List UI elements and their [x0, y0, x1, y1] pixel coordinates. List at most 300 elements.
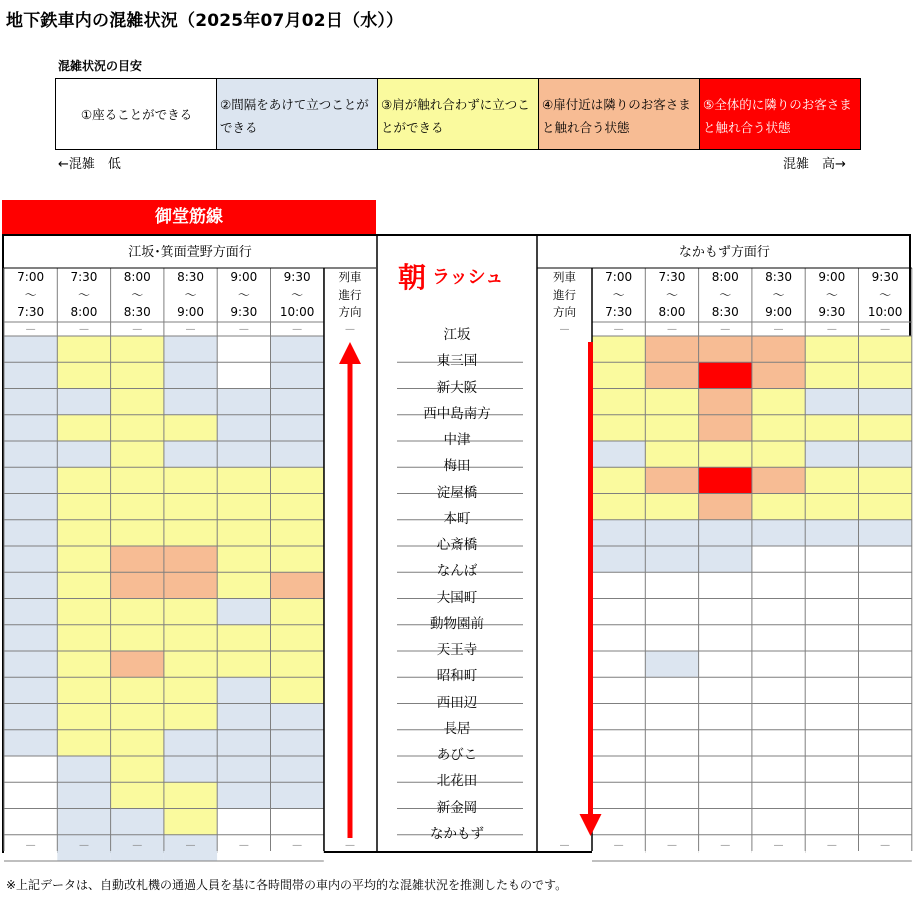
dash-mark: —	[345, 840, 355, 851]
congestion-cell-right	[592, 809, 645, 835]
station-name: 動物園前	[430, 615, 484, 632]
time-slot-text: ～	[24, 287, 37, 302]
congestion-cell-right	[805, 625, 858, 651]
congestion-cell-right	[752, 520, 805, 546]
dash-mark: —	[132, 324, 143, 335]
congestion-cell-left	[164, 651, 217, 677]
congestion-cell-left	[4, 677, 57, 703]
time-slot-text: ～	[719, 287, 732, 302]
station-name: 西中島南方	[423, 405, 491, 422]
congestion-cell-right	[699, 336, 752, 362]
dash-mark: —	[826, 324, 837, 335]
legend-caption: 混雑状況の目安	[58, 59, 143, 73]
congestion-cell-left	[271, 336, 324, 362]
congestion-cell-left	[111, 599, 164, 625]
congestion-cell-right	[859, 651, 912, 677]
congestion-cell-right	[859, 520, 912, 546]
congestion-cell-right	[592, 467, 645, 493]
time-slot-text: 9:00	[765, 305, 793, 319]
congestion-cell-left	[111, 415, 164, 441]
congestion-cell-left	[57, 809, 110, 835]
congestion-cell-right	[645, 546, 698, 572]
congestion-cell-right	[645, 677, 698, 703]
congestion-cell-right	[592, 572, 645, 598]
dash-mark: —	[666, 324, 677, 335]
congestion-cell-right	[752, 572, 805, 598]
time-slot-header	[217, 268, 270, 322]
congestion-cell-right	[645, 730, 698, 756]
dash-mark: —	[720, 840, 731, 851]
congestion-cell-left	[111, 730, 164, 756]
congestion-cell-left	[271, 730, 324, 756]
congestion-cell-right	[645, 520, 698, 546]
congestion-cell-right	[592, 389, 645, 415]
time-slot-text: 8:00	[123, 270, 151, 284]
station-name: 江坂	[443, 327, 471, 343]
time-slot-header	[4, 268, 57, 322]
congestion-cell-left	[4, 572, 57, 598]
congestion-cell-left	[57, 625, 110, 651]
station-name: 昭和町	[436, 668, 478, 685]
station-name: 長居	[443, 720, 471, 737]
congestion-cell-left	[57, 704, 110, 730]
congestion-cell-left	[271, 782, 324, 808]
dash-mark: —	[773, 324, 784, 335]
congestion-cell-left	[111, 782, 164, 808]
congestion-cell-left	[217, 677, 270, 703]
congestion-cell-left	[4, 651, 57, 677]
congestion-cell-right	[859, 599, 912, 625]
congestion-cell-left	[57, 415, 110, 441]
dash-mark: —	[826, 840, 837, 851]
congestion-cell-left	[164, 415, 217, 441]
congestion-cell-right	[805, 677, 858, 703]
congestion-cell-left	[217, 730, 270, 756]
congestion-cell-right	[645, 756, 698, 782]
footnote: ※上記データは、自動改札機の通過人員を基に各時間帯の車内の平均的な混雑状況を推測したものです。	[6, 878, 568, 892]
congestion-cell-left	[57, 441, 110, 467]
time-slot-text: 8:00	[70, 305, 98, 319]
congestion-cell-right	[699, 625, 752, 651]
train-direction-header	[324, 268, 376, 322]
legend-level-5: ⑤全体的に隣りのお客さまと触れ合う状態	[699, 79, 860, 149]
congestion-cell-left	[271, 467, 324, 493]
time-slot-text: 8:30	[711, 305, 739, 319]
congestion-cell-left	[271, 389, 324, 415]
congestion-cell-right	[859, 546, 912, 572]
congestion-cell-right	[859, 389, 912, 415]
congestion-cell-right	[805, 730, 858, 756]
congestion-cell-left	[57, 572, 110, 598]
congestion-cell-right	[592, 677, 645, 703]
congestion-cell-right	[859, 756, 912, 782]
time-slot-header	[859, 268, 912, 322]
congestion-cell-left	[217, 599, 270, 625]
dash-mark: —	[880, 840, 891, 851]
congestion-cell-left	[217, 520, 270, 546]
congestion-cell-right	[699, 730, 752, 756]
direction-header-left: 江坂･箕面萱野方面行	[128, 245, 252, 260]
congestion-cell-right	[592, 756, 645, 782]
congestion-cell-right	[592, 336, 645, 362]
dash-mark: —	[185, 840, 196, 851]
congestion-cell-right	[699, 494, 752, 520]
train-direction-text: 進行	[338, 287, 362, 302]
congestion-cell-left	[4, 415, 57, 441]
station-name: 北花田	[436, 773, 478, 790]
page-title: 地下鉄車内の混雑状況（2025年07月02日（水））	[6, 11, 404, 31]
congestion-cell-left	[57, 782, 110, 808]
congestion-cell-left	[111, 651, 164, 677]
time-slot-text: 10:00	[867, 305, 903, 319]
time-slot-text: 8:00	[658, 305, 686, 319]
dash-mark: —	[292, 324, 303, 335]
congestion-cell-right	[699, 441, 752, 467]
congestion-cell-right	[805, 572, 858, 598]
congestion-cell-left	[271, 809, 324, 835]
congestion-cell-right	[859, 441, 912, 467]
congestion-cell-left	[57, 494, 110, 520]
congestion-cell-left	[271, 572, 324, 598]
congestion-cell-right	[645, 599, 698, 625]
congestion-cell-left	[111, 389, 164, 415]
congestion-cell-right	[859, 809, 912, 835]
time-slot-text: 7:30	[658, 270, 686, 284]
time-slot-text: 9:30	[818, 305, 846, 319]
legend-level-2: ②間隔をあけて立つことができる	[216, 79, 377, 149]
dash-mark: —	[132, 840, 143, 851]
congestion-cell-right	[699, 651, 752, 677]
time-slot-text: 8:30	[123, 305, 151, 319]
time-slot-text: 7:30	[605, 305, 633, 319]
congestion-cell-right	[752, 599, 805, 625]
dash-mark: —	[238, 840, 249, 851]
dash-mark: —	[559, 324, 570, 335]
congestion-cell-left	[164, 494, 217, 520]
time-slot-header	[645, 268, 698, 322]
congestion-cell-right	[805, 467, 858, 493]
congestion-cell-right	[805, 809, 858, 835]
station-name: なかもず	[430, 825, 484, 842]
congestion-cell-right	[592, 730, 645, 756]
dash-mark: —	[345, 324, 355, 335]
congestion-cell-left	[217, 415, 270, 441]
congestion-cell-left	[164, 520, 217, 546]
congestion-cell-left	[271, 441, 324, 467]
congestion-cell-left	[111, 362, 164, 388]
station-name: 新金岡	[436, 799, 478, 816]
congestion-cell-right	[699, 704, 752, 730]
congestion-cell-left	[111, 441, 164, 467]
time-slot-text: 9:00	[230, 270, 258, 284]
congestion-cell-left	[271, 625, 324, 651]
congestion-cell-left	[217, 494, 270, 520]
congestion-cell-left	[111, 494, 164, 520]
train-direction-text: 方向	[553, 305, 576, 319]
time-slot-header	[271, 268, 324, 322]
up-arrow-icon	[339, 342, 361, 364]
station-name: 本町	[443, 510, 471, 527]
congestion-cell-left	[57, 651, 110, 677]
time-slot-header	[164, 268, 217, 322]
congestion-cell-left	[164, 782, 217, 808]
dash-mark: —	[238, 324, 249, 335]
train-direction-header	[537, 268, 592, 322]
train-direction-text: 進行	[553, 287, 576, 302]
congestion-cell-right	[859, 704, 912, 730]
time-slot-header	[805, 268, 858, 322]
congestion-cell-left	[217, 362, 270, 388]
congestion-cell-left	[57, 677, 110, 703]
congestion-cell-right	[859, 572, 912, 598]
congestion-cell-left	[164, 730, 217, 756]
congestion-cell-right	[752, 677, 805, 703]
congestion-cell-right	[699, 599, 752, 625]
congestion-cell-right	[645, 782, 698, 808]
station-name: あびこ	[436, 747, 478, 763]
time-slot-text: ～	[612, 287, 625, 302]
congestion-cell-left	[4, 494, 57, 520]
congestion-cell-right	[859, 415, 912, 441]
station-name: 淀屋橋	[436, 484, 478, 501]
congestion-cell-left	[217, 441, 270, 467]
congestion-cell-right	[752, 389, 805, 415]
congestion-cell-left	[164, 572, 217, 598]
station-name: 大国町	[436, 589, 478, 606]
congestion-cell-left	[217, 625, 270, 651]
congestion-cell-left	[57, 599, 110, 625]
congestion-cell-right	[752, 546, 805, 572]
congestion-cell-left	[111, 756, 164, 782]
station-name: 梅田	[443, 458, 471, 475]
period-label	[398, 256, 518, 300]
congestion-cell-left	[217, 756, 270, 782]
congestion-cell-right	[592, 704, 645, 730]
congestion-cell-right	[592, 520, 645, 546]
station-name: 西田辺	[436, 694, 478, 711]
congestion-cell-right	[805, 599, 858, 625]
time-slot-text: ～	[879, 287, 892, 302]
line-name-tab: 御堂筋線	[2, 200, 376, 234]
congestion-cell-left	[271, 756, 324, 782]
congestion-cell-right	[645, 336, 698, 362]
congestion-cell-right	[645, 362, 698, 388]
congestion-cell-left	[164, 599, 217, 625]
congestion-cell-left	[111, 520, 164, 546]
congestion-cell-right	[699, 782, 752, 808]
congestion-cell-left	[271, 494, 324, 520]
time-slot-text: ～	[772, 287, 785, 302]
time-slot-header	[592, 268, 645, 322]
congestion-cell-left	[271, 546, 324, 572]
congestion-cell-left	[164, 362, 217, 388]
congestion-cell-right	[592, 546, 645, 572]
congestion-cell-right	[645, 389, 698, 415]
congestion-cell-left	[111, 467, 164, 493]
congestion-cell-right	[699, 467, 752, 493]
congestion-cell-right	[752, 704, 805, 730]
station-name: なんば	[436, 563, 478, 580]
congestion-cell-left	[4, 546, 57, 572]
congestion-cell-left	[4, 625, 57, 651]
time-slot-text: 7:00	[605, 270, 633, 284]
congestion-cell-left	[217, 651, 270, 677]
congestion-cell-left	[4, 389, 57, 415]
congestion-cell-right	[699, 809, 752, 835]
congestion-cell-left	[217, 546, 270, 572]
time-slot-text: ～	[825, 287, 838, 302]
congestion-cell-right	[699, 362, 752, 388]
dash-mark: —	[78, 324, 89, 335]
congestion-cell-left	[57, 467, 110, 493]
congestion-cell-right	[805, 494, 858, 520]
time-slot-text: ～	[77, 287, 90, 302]
congestion-cell-right	[699, 546, 752, 572]
congestion-cell-left	[164, 625, 217, 651]
congestion-cell-left	[111, 809, 164, 835]
congestion-cell-right	[592, 441, 645, 467]
congestion-cell-right	[752, 494, 805, 520]
dash-mark: —	[185, 324, 196, 335]
time-slot-text: ～	[665, 287, 678, 302]
congestion-cell-right	[805, 756, 858, 782]
time-slot-text: ～	[237, 287, 250, 302]
congestion-cell-right	[592, 782, 645, 808]
time-slot-header	[57, 268, 110, 322]
congestion-cell-right	[645, 809, 698, 835]
congestion-cell-left	[4, 756, 57, 782]
congestion-cell-right	[699, 415, 752, 441]
congestion-cell-right	[699, 389, 752, 415]
congestion-cell-left	[57, 546, 110, 572]
congestion-cell-right	[592, 599, 645, 625]
congestion-cell-right	[645, 415, 698, 441]
train-direction-text: 列車	[553, 270, 576, 284]
congestion-cell-right	[752, 782, 805, 808]
congestion-cell-right	[859, 467, 912, 493]
time-slot-text: 8:30	[765, 270, 793, 284]
congestion-cell-right	[859, 336, 912, 362]
congestion-cell-left	[217, 572, 270, 598]
congestion-cell-right	[805, 651, 858, 677]
congestion-cell-left	[111, 625, 164, 651]
congestion-cell-left	[271, 651, 324, 677]
legend-level-3: ③肩が触れ合わずに立つことができる	[377, 79, 538, 149]
congestion-cell-left	[164, 677, 217, 703]
time-slot-text: 9:30	[230, 305, 258, 319]
time-slot-text: 10:00	[279, 305, 315, 319]
congestion-cell-left	[111, 704, 164, 730]
congestion-cell-right	[645, 441, 698, 467]
congestion-cell-left	[271, 704, 324, 730]
congestion-cell-left	[57, 389, 110, 415]
time-slot-header	[111, 268, 164, 322]
congestion-cell-left	[271, 520, 324, 546]
time-slot-text: 9:30	[283, 270, 311, 284]
dash-mark: —	[559, 840, 570, 851]
congestion-cell-left	[4, 730, 57, 756]
dash-mark: —	[773, 840, 784, 851]
congestion-cell-right	[752, 730, 805, 756]
congestion-cell-left	[217, 336, 270, 362]
congestion-cell-right	[805, 704, 858, 730]
congestion-cell-right	[699, 520, 752, 546]
congestion-cell-left	[57, 336, 110, 362]
congestion-cell-left	[164, 756, 217, 782]
congestion-cell-right	[645, 494, 698, 520]
congestion-cell-left	[4, 782, 57, 808]
congestion-cell-right	[752, 756, 805, 782]
time-slot-text: 9:00	[177, 305, 205, 319]
time-slot-text: 7:30	[70, 270, 98, 284]
congestion-cell-right	[699, 572, 752, 598]
congestion-cell-left	[217, 704, 270, 730]
congestion-cell-left	[271, 677, 324, 703]
congestion-cell-left	[111, 336, 164, 362]
congestion-cell-right	[752, 441, 805, 467]
congestion-cell-left	[217, 782, 270, 808]
time-slot-text: ～	[131, 287, 144, 302]
congestion-cell-right	[592, 625, 645, 651]
congestion-cell-right	[752, 651, 805, 677]
congestion-cell-right	[752, 625, 805, 651]
dash-mark: —	[613, 840, 624, 851]
congestion-cell-right	[859, 494, 912, 520]
period-main: 朝	[398, 261, 427, 294]
congestion-cell-left	[271, 362, 324, 388]
congestion-cell-right	[752, 467, 805, 493]
congestion-cell-right	[645, 572, 698, 598]
congestion-cell-left	[57, 756, 110, 782]
congestion-cell-right	[592, 651, 645, 677]
congestion-cell-right	[752, 362, 805, 388]
congestion-cell-left	[57, 362, 110, 388]
congestion-cell-right	[805, 441, 858, 467]
time-slot-text: ～	[291, 287, 304, 302]
congestion-cell-right	[805, 389, 858, 415]
station-name: 天王寺	[436, 642, 478, 658]
congestion-cell-left	[164, 704, 217, 730]
congestion-cell-left	[164, 336, 217, 362]
direction-header-right: なかもず方面行	[678, 245, 770, 260]
dash-mark: —	[613, 324, 624, 335]
congestion-cell-right	[592, 362, 645, 388]
dash-mark: —	[666, 840, 677, 851]
time-slot-text: 7:00	[17, 270, 45, 284]
congestion-cell-left	[217, 467, 270, 493]
congestion-cell-left	[4, 704, 57, 730]
congestion-cell-right	[805, 336, 858, 362]
congestion-cell-right	[805, 362, 858, 388]
congestion-cell-right	[752, 415, 805, 441]
congestion-cell-left	[164, 467, 217, 493]
time-slot-text: ～	[184, 287, 197, 302]
congestion-cell-left	[4, 362, 57, 388]
congestion-cell-right	[592, 494, 645, 520]
congestion-cell-right	[805, 546, 858, 572]
congestion-cell-left	[4, 441, 57, 467]
station-name: 中津	[443, 432, 471, 448]
congestion-cell-right	[699, 677, 752, 703]
congestion-cell-right	[645, 651, 698, 677]
congestion-cell-right	[645, 625, 698, 651]
time-slot-text: 9:00	[818, 270, 846, 284]
congestion-cell-left	[57, 730, 110, 756]
congestion-cell-left	[57, 520, 110, 546]
congestion-cell-right	[859, 625, 912, 651]
legend-level-4: ④扉付近は隣りのお客さまと触れ合う状態	[538, 79, 699, 149]
congestion-cell-left	[164, 809, 217, 835]
